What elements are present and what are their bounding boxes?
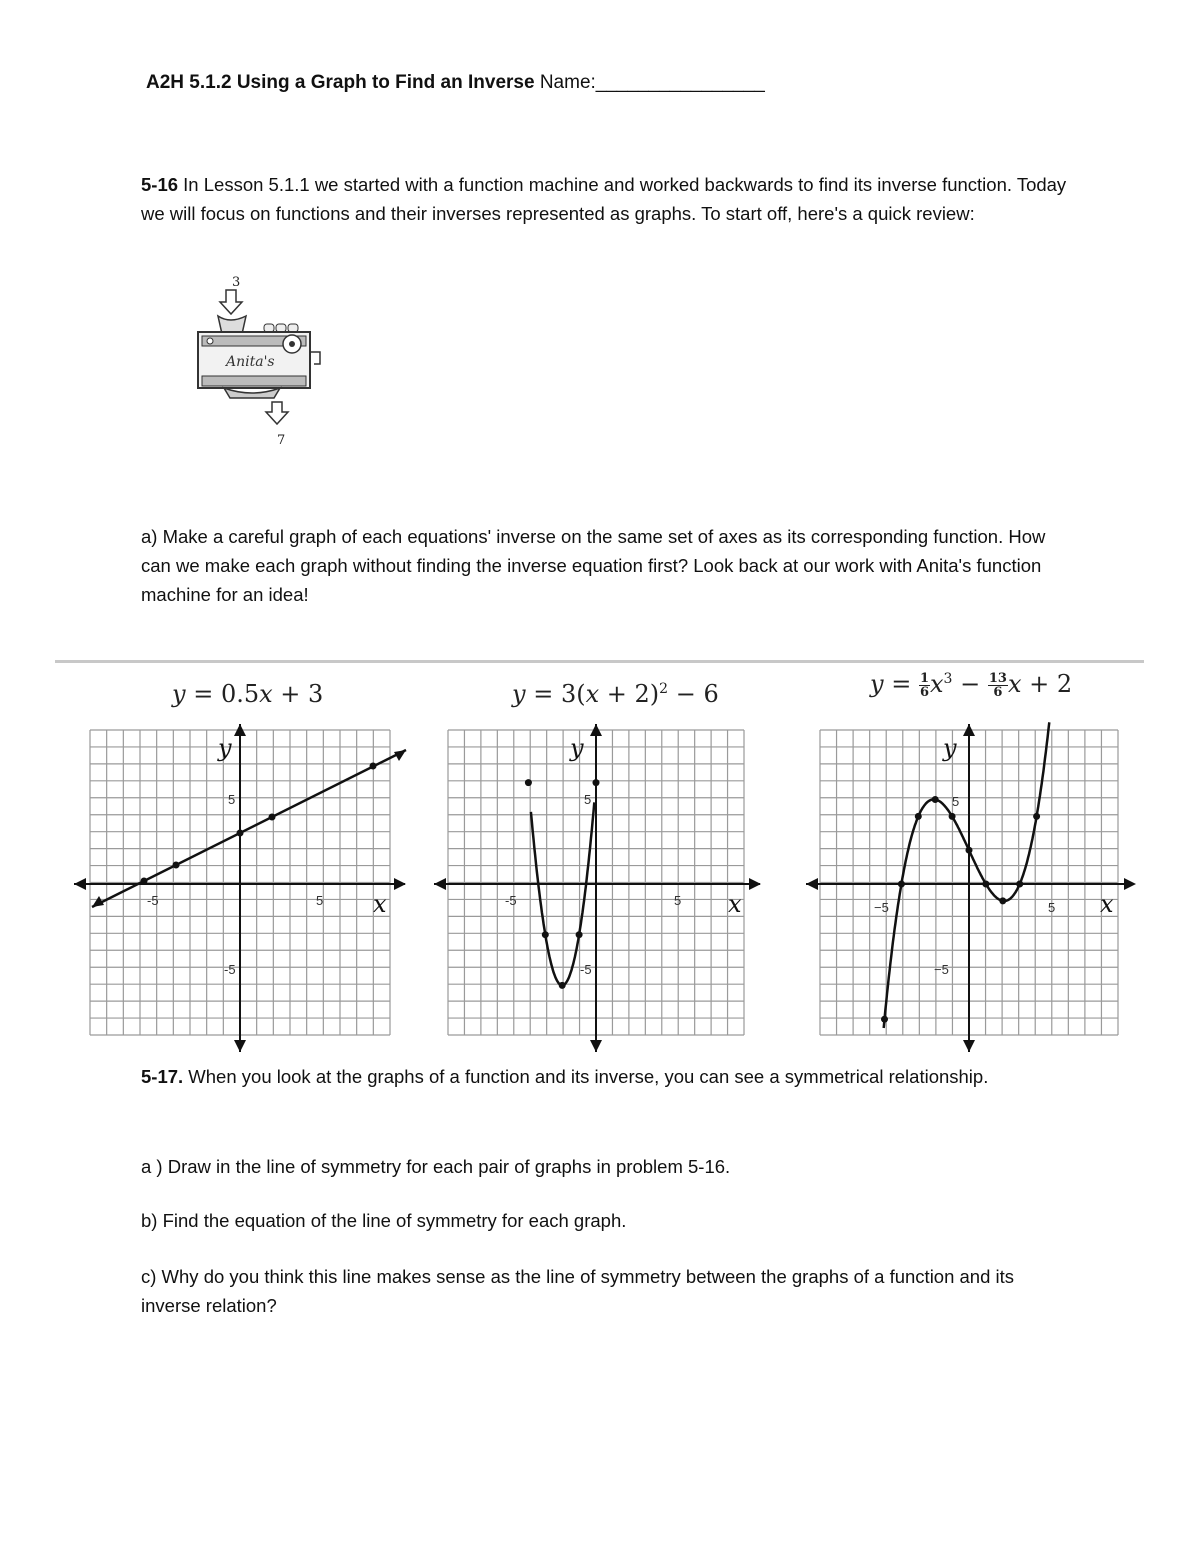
x-axis-label: x — [1100, 890, 1114, 918]
plot-point — [932, 796, 939, 803]
tick-x-neg5: −5 — [874, 900, 889, 915]
plot-point — [881, 1016, 888, 1023]
section-divider — [55, 660, 1144, 663]
y-axis-label: y — [570, 734, 584, 762]
equation-quadratic: $y = 3(x + 2)^2 - 6$ — [512, 680, 719, 708]
tick-x-neg5: -5 — [505, 893, 517, 908]
plot-point — [915, 813, 922, 820]
tick-x-5: 5 — [1048, 900, 1056, 915]
plot-point — [999, 897, 1006, 904]
plot-point — [269, 814, 276, 821]
function-curve — [884, 722, 1050, 1028]
tick-x-5: 5 — [674, 893, 682, 908]
graph-quadratic — [432, 668, 772, 1058]
tick-x-5: 5 — [316, 893, 324, 908]
machine-output: 7 — [277, 433, 286, 448]
problem-5-17-part-a: a ) Draw in the line of symmetry for each pair of graphs in problem 5-16. — [141, 1156, 731, 1177]
plot-point — [141, 878, 148, 885]
problem-number: 5-17. — [141, 1066, 184, 1087]
tick-x-neg5: -5 — [147, 893, 159, 908]
plot-point — [237, 830, 244, 837]
name-label: Name: — [539, 72, 596, 93]
x-axis-label: x — [728, 890, 742, 918]
y-axis-label: y — [218, 734, 232, 762]
problem-5-17-intro — [141, 1062, 1071, 1091]
plot-point — [370, 763, 377, 770]
plot-point — [576, 931, 583, 938]
name-blank[interactable]: ________________ — [595, 72, 765, 93]
x-axis-label: x — [373, 890, 387, 918]
problem-5-17-part-b: b) Find the equation of the line of symmetry for each graph. — [141, 1210, 627, 1231]
graph-cubic — [800, 668, 1145, 1058]
plot-point — [949, 813, 956, 820]
plot-point — [525, 779, 532, 786]
machine-input: 3 — [232, 275, 241, 290]
graph-quadratic-plot — [432, 668, 772, 1058]
title-bold: A2H 5.1.2 Using a Graph to Find an Inverse — [146, 72, 535, 93]
equation-linear: y = 0.5x + 3 — [172, 680, 324, 708]
tick-y-5: 5 — [584, 792, 592, 807]
problem-number: 5-16 — [141, 174, 179, 195]
y-axis-label: y — [943, 734, 957, 762]
plot-point — [559, 982, 566, 989]
y-axis — [963, 724, 975, 1052]
machine-label: Anita's — [226, 354, 275, 370]
problem-5-16-intro — [141, 170, 1071, 228]
plot-point — [898, 881, 905, 888]
plot-point — [982, 881, 989, 888]
problem-text: In Lesson 5.1.1 we started with a function machine and worked backwards to find its inverse function. Today we will focus on functions and their inverses represented as graphs. To start off, here's a quick review: — [141, 174, 1067, 224]
graph-cubic-plot — [800, 668, 1145, 1058]
plot-point — [1033, 813, 1040, 820]
problem-text: When you look at the graphs of a function and its inverse, you can see a symmetrical relationship. — [183, 1066, 989, 1087]
function-machine-illustration — [188, 272, 338, 450]
tick-y-neg5: −5 — [934, 962, 949, 977]
problem-5-16-part-a: a) Make a careful graph of each equations' inverse on the same set of axes as its corresponding function. How can we make each graph without finding the inverse equation first? Look back at our work with Anita's function machine for an idea! — [141, 526, 1046, 605]
graph-linear — [60, 668, 410, 1058]
plot-point — [1016, 881, 1023, 888]
plot-point — [966, 847, 973, 854]
plot-point — [593, 779, 600, 786]
tick-y-neg5: -5 — [580, 962, 592, 977]
tick-y-neg5: -5 — [224, 962, 236, 977]
plot-point — [173, 862, 180, 869]
tick-y-5: 5 — [952, 794, 960, 809]
x-axis — [806, 878, 1136, 890]
graph-linear-plot — [60, 668, 410, 1058]
problem-5-17-part-c: c) Why do you think this line makes sense as the line of symmetry between the graphs of a function and its inverse relation? — [141, 1266, 1015, 1316]
y-axis — [234, 724, 246, 1052]
worksheet-title — [146, 72, 765, 94]
tick-y-5: 5 — [228, 792, 236, 807]
x-axis — [434, 878, 761, 890]
equation-cubic: y = $\frac{1}{6}$ $x^3$ − $\frac{13}{6}$ x + 2 — [870, 670, 1073, 700]
plot-point — [542, 931, 549, 938]
y-axis — [590, 724, 602, 1052]
